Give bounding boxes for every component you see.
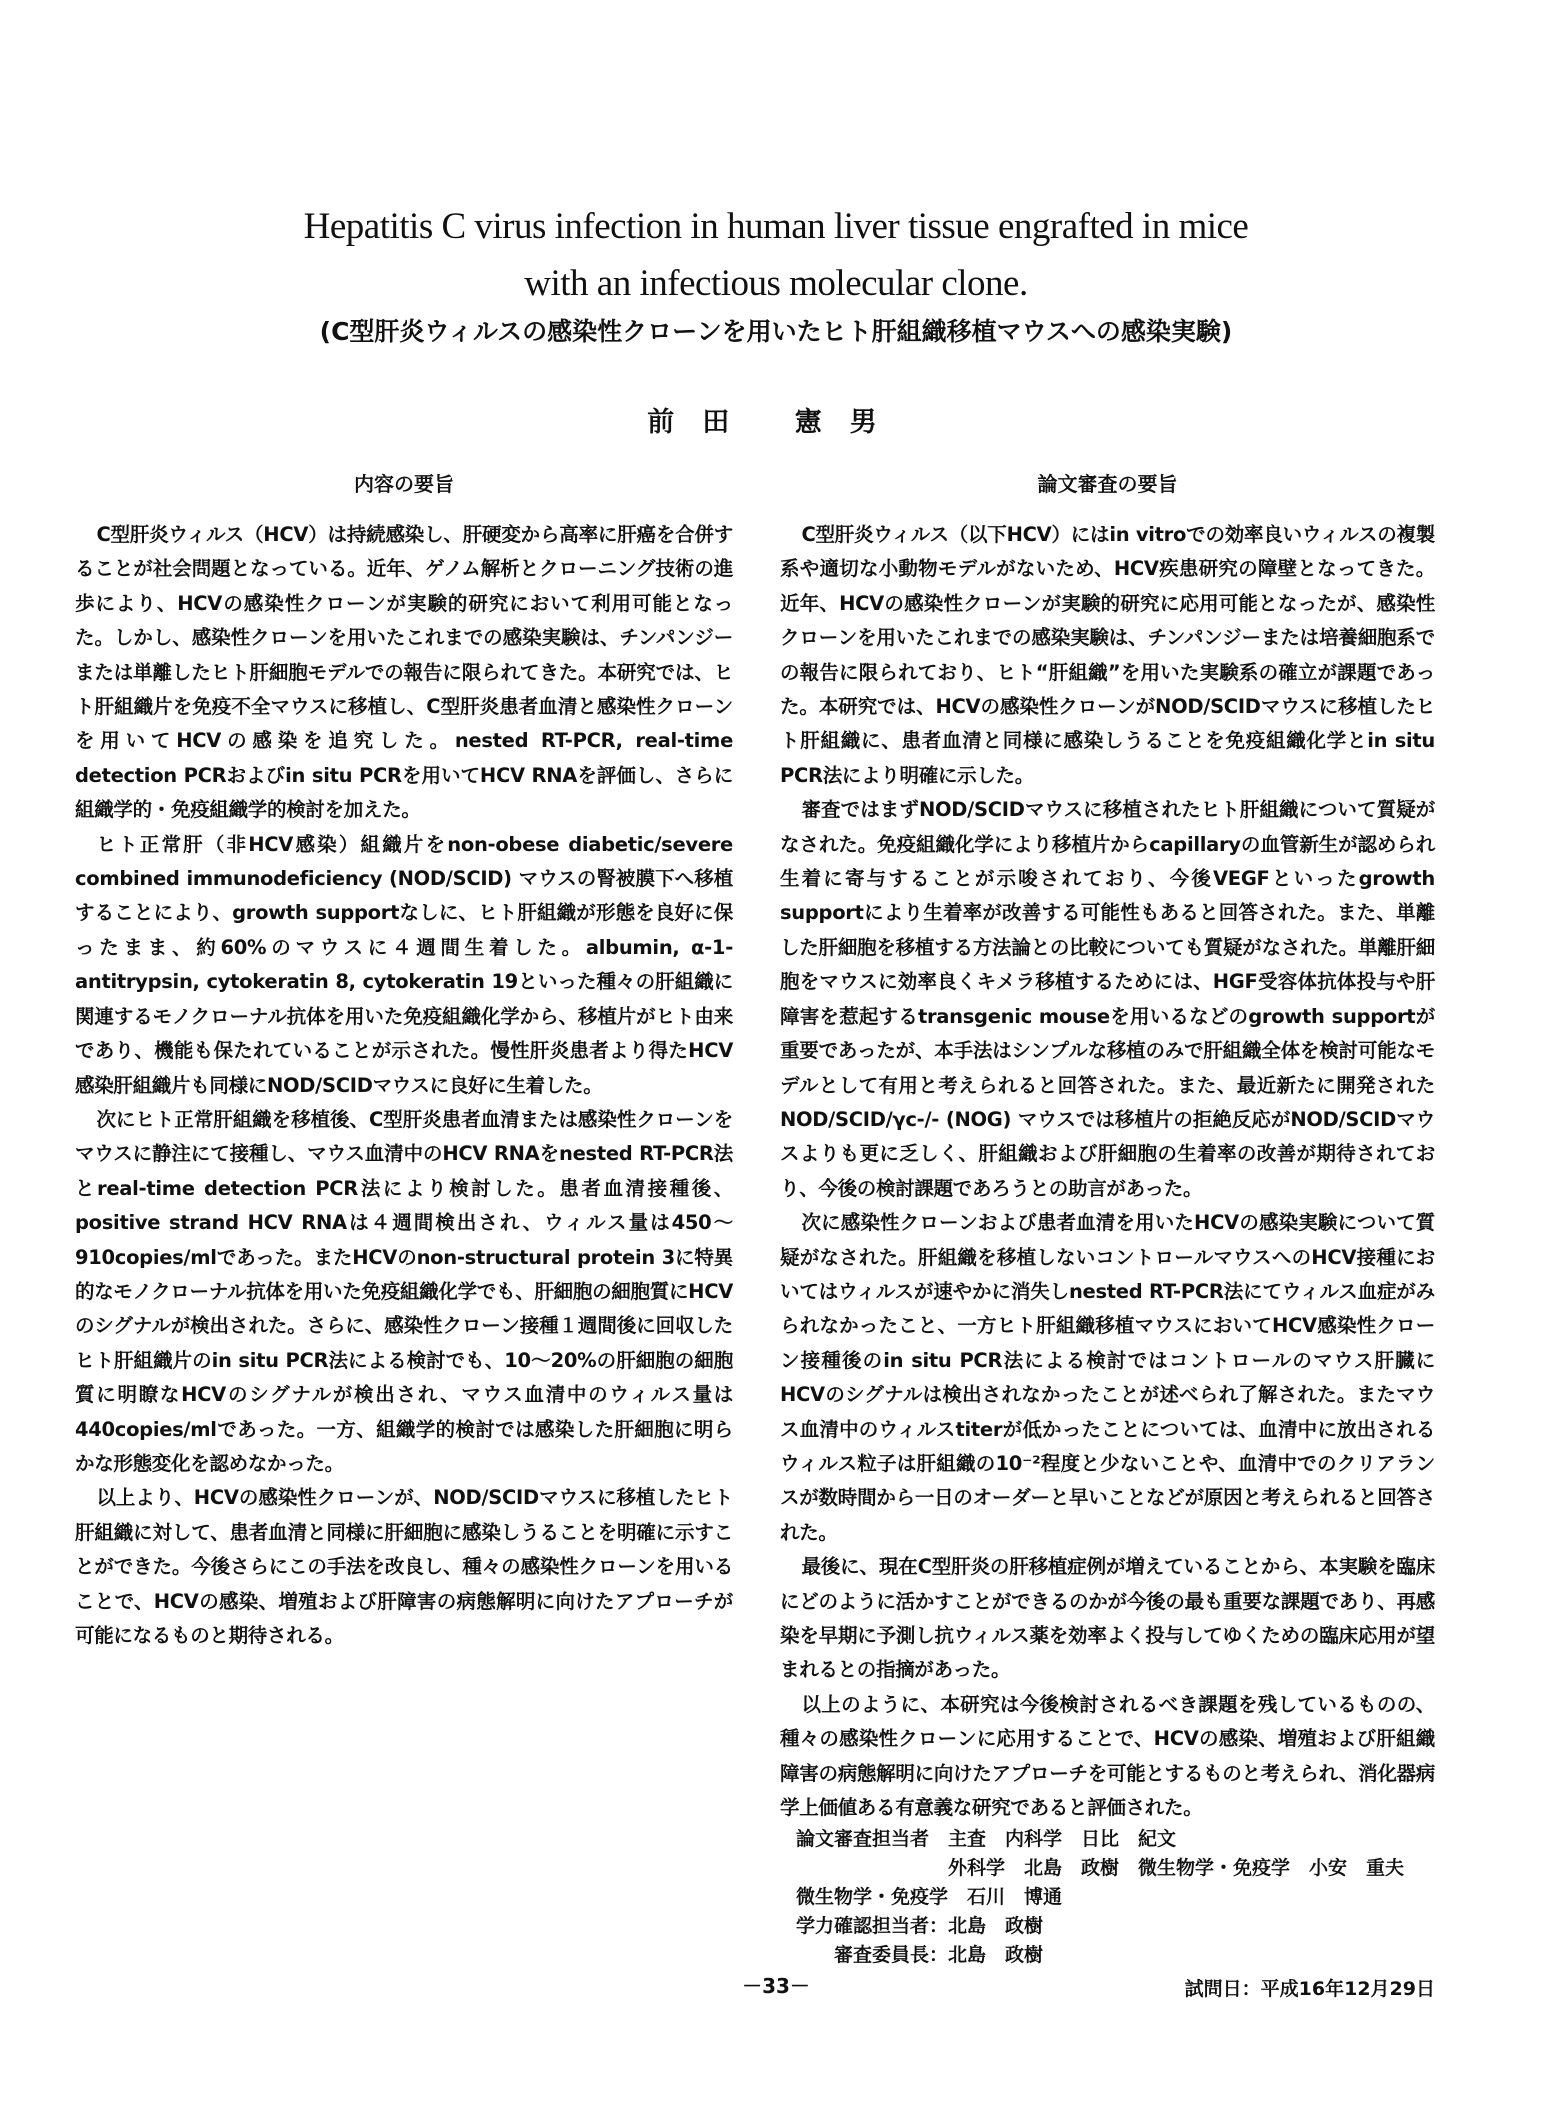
- review-paragraph: 次に感染性クローンおよび患者血清を用いたHCVの感染実験について質疑がなされた。肝組織を移植しないコントロールマウスへのHCV接種においてはウィルスが速やかに消失しnested RT-PCR法にてウィルス血症がみられなかったこと、一方ヒト肝組織移植マウスにおいてHCV感染性クローン接種後のin situ PCR法による検討ではコントロールのマウス肝臓にHCVのシグナルは検出されなかったことが述べられ了解された。またマウス血清中のウィルスtiterが低かったことについては、血清中に放出されるウィルス粒子は肝組織の10⁻²程度と少ないことや、血清中でのクリアランスが数時間から一日のオーダーと早いことなどが原因と考えられると回答された。: [780, 1211, 1435, 1544]
- abstract-heading: 内容の要旨: [354, 472, 454, 496]
- abstract-column: [75, 470, 733, 1653]
- reviewer-line: 論文審査担当者 主査 内科学 日比 紀文: [796, 1828, 1177, 1851]
- review-paragraph: C型肝炎ウィルス（以下HCV）にはin vitroでの効率良いウィルスの複製系や適切な小動物モデルがないため、HCV疾患研究の障壁となってきた。近年、HCVの感染性クローンが実験的研究に応用可能となったが、感染性クローンを用いたこれまでの感染実験は、チンパンジーまたは培養細胞系での報告に限られており、ヒト“肝組織”を用いた実験系の確立が課題であった。本研究では、HCVの感染性クローンがNOD/SCIDマウスに移植したヒト肝組織に、患者血清と同様に感染しうることを免疫組織化学とin situ PCR法により明確に示した。: [780, 523, 1435, 787]
- reviewer-line: 学力確認担当者：北島 政樹: [796, 1915, 1044, 1938]
- review-paragraph: 最後に、現在C型肝炎の肝移植症例が増えていることから、本実験を臨床にどのように活かすことができるのかが今後の最も重要な課題であり、再感染を早期に予測し抗ウィルス薬を効率よく投与してゆくための臨床応用が望まれるとの指摘があった。: [780, 1555, 1435, 1682]
- review-paragraph: 以上のように、本研究は今後検討されるべき課題を残しているものの、種々の感染性クローンに応用することで、HCVの感染、増殖および肝組織障害の病態解明に向けたアプローチを可能とするものと考えられ、消化器病学上価値ある有意義な研究であると評価された。: [780, 1692, 1435, 1820]
- review-column: [780, 470, 1435, 2001]
- title-english-line2: with an infectious molecular clone.: [524, 263, 1028, 304]
- abstract-paragraph: 以上より、HCVの感染性クローンが、NOD/SCIDマウスに移植したヒト肝組織に対して、患者血清と同様に肝細胞に感染しうることを明確に示すことができた。今後さらにこの手法を改良し、種々の感染性クローンを用いることで、HCVの感染、増殖および肝障害の病態解明に向けたアプローチが可能になるものと期待される。: [75, 1486, 733, 1647]
- abstract-paragraph: 次にヒト正常肝組織を移植後、C型肝炎患者血清または感染性クローンをマウスに静注にて接種し、マウス血清中のHCV RNAをnested RT-PCR法とreal-time detection PCR法により検討した。患者血清接種後、positive strand HCV RNAは４週間検出され、ウィルス量は450～910copies/mlであった。またHCVのnon-structural protein 3に特異的なモノクローナル抗体を用いた免疫組織化学でも、肝細胞の細胞質にHCVのシグナルが検出された。さらに、感染性クローン接種１週間後に回収したヒト肝組織片のin situ PCR法による検討でも、10～20%の肝細胞の細胞質に明瞭なHCVのシグナルが検出され、マウス血清中のウィルス量は440copies/mlであった。一方、組織学的検討では感染した肝細胞に明らかな形態変化を認めなかった。: [75, 1107, 733, 1475]
- reviewer-line: 外科学 北島 政樹 微生物学・免疫学 小安 重夫: [796, 1857, 1405, 1880]
- abstract-paragraph: ヒト正常肝（非HCV感染）組織片をnon-obese diabetic/severe combined immunodeficiency (NOD/SCID) マウスの腎被膜下へ移植することにより、growth supportなしに、ヒト肝組織が形態を良好に保ったまま、約60%のマウスに４週間生着した。albumin, α-1-antitrypsin, cytokeratin 8, cytokeratin 19といった種々の肝組織に関連するモノクローナル抗体を用いた免疫組織化学から、移植片がヒト由来であり、機能も保たれていることが示された。慢性肝炎患者より得たHCV感染肝組織片も同様にNOD/SCIDマウスに良好に生着した。: [75, 832, 733, 1097]
- reviewer-line: 微生物学・免疫学 石川 博通: [796, 1886, 1063, 1909]
- title-english-line1: Hepatitis C virus infection in human liver tissue engrafted in mice: [303, 206, 1249, 247]
- author-name: 前田 憲男: [647, 407, 905, 438]
- reviewer-line: 審査委員長：北島 政樹: [796, 1944, 1044, 1967]
- page-number: －33－: [742, 1974, 810, 1998]
- exam-date: 試問日：平成16年12月29日: [1184, 1978, 1435, 2001]
- title-japanese: (C型肝炎ウィルスの感染性クローンを用いたヒト肝組織移植マウスへの感染実験): [319, 317, 1233, 346]
- review-paragraph: 審査ではまずNOD/SCIDマウスに移植されたヒト肝組織について質疑がなされた。免疫組織化学により移植片からcapillaryの血管新生が認められ生着に寄与することが示唆されており、今後VEGFといったgrowth supportにより生着率が改善する可能性もあると回答された。また、単離した肝細胞を移植する方法論との比較についても質疑がなされた。単離肝細胞をマウスに効率良くキメラ移植するためには、HGF受容体抗体投与や肝障害を惹起するtransgenic mouseを用いるなどのgrowth supportが重要であったが、本手法はシンプルな移植のみで肝組織全体を検討可能なモデルとして有用と考えられると回答された。また、最近新たに開発されたNOD/SCID/γc-/- (NOG) マウスでは移植片の拒絶反応がNOD/SCIDマウスよりも更に乏しく、肝組織および肝細胞の生着率の改善が期待されており、今後の検討課題であろうとの助言があった。: [780, 798, 1435, 1200]
- abstract-paragraph: C型肝炎ウィルス（HCV）は持続感染し、肝硬変から高率に肝癌を合併することが社会問題となっている。近年、ゲノム解析とクローニング技術の進歩により、HCVの感染性クローンが実験的研究において利用可能となった。しかし、感染性クローンを用いたこれまでの感染実験は、チンパンジーまたは単離したヒト肝細胞モデルでの報告に限られてきた。本研究では、ヒト肝組織片を免疫不全マウスに移植し、C型肝炎患者血清と感染性クローンを用いてHCVの感染を追究した。nested RT-PCR, real-time detection PCRおよびin situ PCRを用いてHCV RNAを評価し、さらに組織学的・免疫組織学的検討を加えた。: [75, 523, 733, 822]
- review-heading: 論文審査の要旨: [1037, 472, 1178, 496]
